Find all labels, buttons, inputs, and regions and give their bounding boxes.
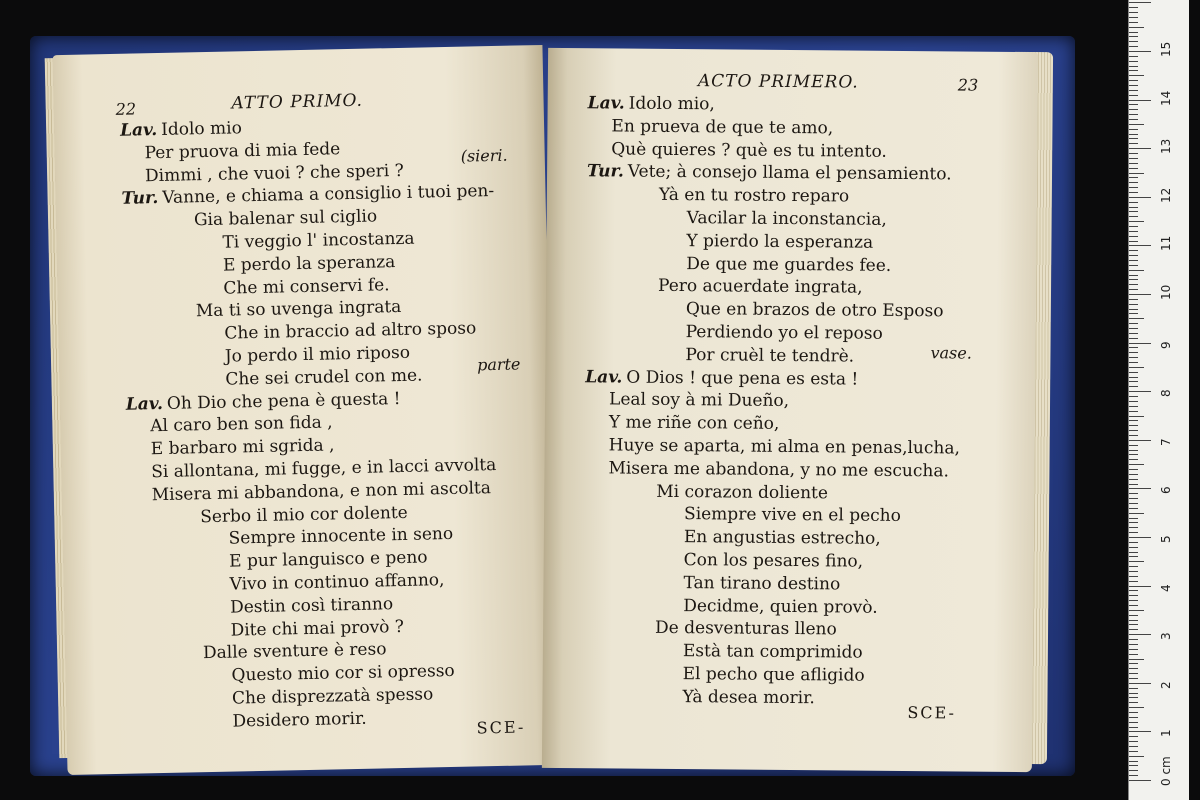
text-line <box>658 275 863 299</box>
ruler-tick <box>1129 673 1138 674</box>
ruler-number: 11 <box>1159 236 1173 252</box>
right-note-vase: vase. <box>930 343 972 363</box>
verse-text: Què quieres ? què es tu intento. <box>611 139 887 162</box>
text-line <box>232 708 367 733</box>
ruler-tick <box>1129 70 1138 71</box>
verse-text: En angustias estrecho, <box>683 527 881 549</box>
verse-text: Tan tirano destino <box>683 572 841 595</box>
ruler-tick <box>1129 85 1138 86</box>
ruler-tick <box>1129 124 1144 125</box>
ruler-tick <box>1129 396 1138 397</box>
ruler-tick <box>1129 245 1151 246</box>
ruler-tick <box>1129 513 1144 514</box>
ruler-tick <box>1129 294 1151 295</box>
ruler-tick <box>1129 629 1138 630</box>
ruler-tick <box>1129 226 1138 227</box>
verse-text: Que en brazos de otro Esposo <box>685 299 944 322</box>
ruler-tick <box>1129 46 1138 47</box>
measuring-ruler <box>1128 0 1189 800</box>
ruler-tick <box>1129 66 1138 67</box>
ruler-tick <box>1129 279 1138 280</box>
ruler-number: 8 <box>1159 389 1173 398</box>
text-line <box>196 296 402 322</box>
left-note-parte: parte <box>476 354 521 375</box>
ruler-tick <box>1129 168 1138 169</box>
ruler-tick <box>1129 693 1138 694</box>
ruler-tick <box>1129 173 1144 174</box>
ruler-tick <box>1129 571 1138 572</box>
left-running-head: ATTO PRIMO. <box>231 90 364 114</box>
ruler-tick <box>1129 260 1138 261</box>
verse-text: Desidero morir. <box>232 708 367 732</box>
ruler-tick <box>1129 333 1138 334</box>
ruler-tick <box>1129 615 1138 616</box>
ruler-tick <box>1129 556 1138 557</box>
speaker-label: Tur. <box>586 161 624 182</box>
ruler-tick <box>1129 639 1138 640</box>
ruler-tick <box>1129 454 1138 455</box>
verse-text: Gia balenar sul ciglio <box>193 206 378 231</box>
ruler-tick <box>1129 488 1151 489</box>
text-line <box>686 253 891 277</box>
ruler-tick <box>1129 435 1138 436</box>
verse-text: Misera me abandona, y no me escucha. <box>608 458 949 482</box>
verse-text: Ti veggio l' incostanza <box>222 228 415 253</box>
ruler-tick <box>1129 450 1138 451</box>
text-line <box>151 435 335 461</box>
ruler-tick <box>1129 508 1138 509</box>
ruler-tick <box>1129 187 1138 188</box>
ruler-tick <box>1129 41 1138 42</box>
text-line <box>655 617 837 641</box>
ruler-tick <box>1129 129 1138 130</box>
ruler-tick <box>1129 459 1138 460</box>
ruler-tick <box>1129 678 1138 679</box>
text-line <box>686 298 944 322</box>
ruler-tick <box>1129 712 1138 713</box>
ruler-tick <box>1129 590 1138 591</box>
ruler-tick <box>1129 236 1138 237</box>
ruler-tick <box>1129 367 1144 368</box>
ruler-tick <box>1129 430 1138 431</box>
ruler-tick <box>1129 138 1138 139</box>
ruler-tick <box>1129 683 1151 684</box>
ruler-tick <box>1129 386 1138 387</box>
ruler-number: 7 <box>1159 438 1173 446</box>
left-note-sieri: (sieri. <box>460 145 508 166</box>
ruler-tick <box>1129 343 1151 344</box>
verse-text: Pero acuerdate ingrata, <box>657 276 863 299</box>
verse-text: Perdiendo yo el reposo <box>685 322 883 344</box>
ruler-tick <box>1129 357 1138 358</box>
ruler-tick <box>1129 770 1138 771</box>
text-line <box>200 501 408 527</box>
text-line <box>194 206 378 232</box>
ruler-tick <box>1129 163 1138 164</box>
ruler-tick <box>1129 416 1144 417</box>
text-line <box>609 412 780 435</box>
ruler-tick <box>1129 372 1138 373</box>
ruler-tick <box>1129 610 1144 611</box>
ruler-tick <box>1129 313 1138 314</box>
verse-text: Leal soy à mi Dueño, <box>608 389 790 412</box>
text-line <box>120 117 242 142</box>
ruler-tick <box>1129 659 1144 660</box>
ruler-tick <box>1129 493 1138 494</box>
ruler-tick <box>1129 532 1138 533</box>
ruler-tick <box>1129 318 1144 319</box>
speaker-label: Lav. <box>587 93 625 114</box>
text-line <box>608 457 949 482</box>
text-line <box>656 480 828 503</box>
text-line <box>225 364 423 390</box>
ruler-tick <box>1129 56 1138 57</box>
ruler-number: 15 <box>1159 41 1173 57</box>
ruler-tick <box>1129 100 1151 101</box>
ruler-tick <box>1129 780 1151 781</box>
verse-text: Jo perdo il mio riposo <box>224 342 411 367</box>
verse-text: Questo mio cor si opresso <box>231 661 455 686</box>
ruler-tick <box>1129 207 1138 208</box>
ruler-tick <box>1129 377 1138 378</box>
ruler-tick <box>1129 537 1151 538</box>
text-line <box>686 230 873 254</box>
ruler-tick <box>1129 352 1138 353</box>
text-line <box>687 207 887 231</box>
text-line <box>232 683 434 709</box>
verse-text: De desventuras lleno <box>655 618 837 640</box>
ruler-tick <box>1129 634 1151 635</box>
text-line <box>150 412 333 438</box>
ruler-number: 0 cm <box>1159 756 1173 786</box>
ruler-tick <box>1129 644 1138 645</box>
text-line <box>659 184 849 208</box>
verse-text: Dite chi mai provò ? <box>230 616 405 641</box>
ruler-tick <box>1129 36 1138 37</box>
ruler-tick <box>1129 440 1151 441</box>
verse-text: Al caro ben son fida , <box>150 412 333 437</box>
ruler-tick <box>1129 522 1138 523</box>
verse-text: Misera mi abbandona, e non mi ascolta <box>151 477 492 506</box>
verse-text: Vivo in continuo affanno, <box>229 570 445 595</box>
speaker-label: Lav. <box>119 120 158 141</box>
text-line <box>684 503 901 527</box>
verse-text: Està tan comprimido <box>682 641 863 663</box>
verse-text: Si allontana, mi fugge, e in lacci avvolta <box>151 455 497 483</box>
ruler-tick <box>1129 620 1138 621</box>
ruler-number: 6 <box>1159 486 1173 495</box>
text-line <box>225 342 411 368</box>
verse-text: Oh Dio che pena è questa ! <box>166 388 401 414</box>
text-line <box>126 388 401 416</box>
verse-text: Serbo il mio cor dolente <box>200 502 408 527</box>
ruler-tick <box>1129 420 1138 421</box>
left-page <box>53 45 558 775</box>
verse-text: Vacilar la inconstancia, <box>686 208 887 230</box>
left-page-number: 22 <box>115 99 137 119</box>
ruler-tick <box>1129 299 1138 300</box>
text-line <box>230 593 393 618</box>
verse-text: Con los pesares fino, <box>683 550 864 572</box>
text-line <box>686 321 883 345</box>
right-running-head: ACTO PRIMERO. <box>697 71 859 93</box>
ruler-tick <box>1129 765 1138 766</box>
text-line <box>223 274 390 299</box>
verse-text: Che disprezzatà spesso <box>231 684 434 709</box>
ruler-tick <box>1129 153 1138 154</box>
text-line <box>683 640 863 664</box>
ruler-tick <box>1129 27 1144 28</box>
text-line <box>611 115 833 139</box>
verse-text: Dimmi , che vuoi ? che speri ? <box>144 160 404 186</box>
text-line <box>222 228 414 254</box>
ruler-tick <box>1129 464 1144 465</box>
ruler-tick <box>1129 746 1138 747</box>
speaker-label: Tur. <box>121 188 159 210</box>
ruler-tick <box>1129 741 1138 742</box>
ruler-tick <box>1129 75 1144 76</box>
ruler-number: 14 <box>1159 90 1173 106</box>
verse-text: E barbaro mi sgrida , <box>150 435 335 460</box>
ruler-tick <box>1129 80 1138 81</box>
text-line <box>611 138 887 162</box>
ruler-tick <box>1129 401 1138 402</box>
verse-text: Decidme, quien provò. <box>683 595 878 618</box>
verse-text: Yà desea morir. <box>682 686 815 709</box>
verse-text: En prueva de que te amo, <box>611 116 834 139</box>
ruler-tick <box>1129 707 1144 708</box>
ruler-tick <box>1129 717 1138 718</box>
ruler-tick <box>1129 411 1138 412</box>
ruler-tick <box>1129 216 1138 217</box>
ruler-tick <box>1129 32 1138 33</box>
ruler-tick <box>1129 148 1151 149</box>
ruler-number: 13 <box>1159 138 1173 155</box>
ruler-tick <box>1129 338 1138 339</box>
ruler-tick <box>1129 362 1138 363</box>
verse-text: Huye se aparta, mi alma en penas,lucha, <box>608 435 961 459</box>
ruler-tick <box>1129 192 1138 193</box>
ruler-tick <box>1129 391 1151 392</box>
ruler-tick <box>1129 600 1138 601</box>
ruler-tick <box>1129 202 1138 203</box>
ruler-tick <box>1129 722 1138 723</box>
ruler-tick <box>1129 241 1138 242</box>
ruler-tick <box>1129 250 1138 251</box>
ruler-tick <box>1129 595 1138 596</box>
text-line <box>684 549 864 573</box>
ruler-number: 10 <box>1159 284 1173 300</box>
verse-text: Vanne, e chiama a consiglio i tuoi pen- <box>162 181 495 209</box>
verse-text: Yà en tu rostro reparo <box>658 185 850 207</box>
ruler-tick <box>1129 649 1138 650</box>
text-line <box>585 366 858 390</box>
verse-text: Che sei crudel con me. <box>225 365 423 390</box>
ruler-tick <box>1129 654 1138 655</box>
text-line <box>229 547 428 573</box>
ruler-number: 2 <box>1159 681 1173 689</box>
verse-text: Y pierdo la esperanza <box>686 230 874 253</box>
ruler-tick <box>1129 688 1138 689</box>
ruler-tick <box>1129 727 1138 728</box>
speaker-label: Lav. <box>125 393 164 415</box>
text-line <box>223 251 396 277</box>
ruler-tick <box>1129 736 1138 737</box>
ruler-number: 5 <box>1159 535 1173 543</box>
verse-text: Siempre vive en el pecho <box>683 504 901 527</box>
ruler-tick <box>1129 265 1138 266</box>
verse-text: E perdo la speranza <box>222 251 396 276</box>
ruler-tick <box>1129 275 1138 276</box>
verse-text: De que me guardes fee. <box>686 253 892 276</box>
ruler-tick <box>1129 182 1138 183</box>
ruler-tick <box>1129 134 1138 135</box>
ruler-tick <box>1129 197 1151 198</box>
ruler-number: 3 <box>1159 632 1173 641</box>
ruler-tick <box>1129 270 1144 271</box>
ruler-tick <box>1129 22 1138 23</box>
ruler-tick <box>1129 177 1138 178</box>
verse-text: Idolo mio, <box>628 93 715 115</box>
ruler-tick <box>1129 61 1138 62</box>
ruler-tick <box>1129 756 1144 757</box>
ruler-tick <box>1129 309 1138 310</box>
verse-text: Dalle sventure è reso <box>202 639 387 664</box>
text-line <box>683 595 878 619</box>
text-line <box>683 663 865 687</box>
ruler-tick <box>1129 289 1138 290</box>
ruler-tick <box>1129 474 1138 475</box>
verse-text: Che mi conservi fe. <box>223 274 390 299</box>
ruler-tick <box>1129 425 1138 426</box>
ruler-number: 1 <box>1159 729 1173 738</box>
ruler-tick <box>1129 406 1138 407</box>
ruler-tick <box>1129 576 1138 577</box>
ruler-tick <box>1129 328 1138 329</box>
ruler-tick <box>1129 221 1144 222</box>
ruler-tick <box>1129 7 1138 8</box>
ruler-tick <box>1129 114 1138 115</box>
verse-text: Mi corazon doliente <box>656 481 829 503</box>
text-line <box>588 92 715 115</box>
ruler-tick <box>1129 2 1151 3</box>
ruler-tick <box>1129 381 1138 382</box>
ruler-tick <box>1129 775 1138 776</box>
ruler-tick <box>1129 527 1138 528</box>
ruler-tick <box>1129 702 1138 703</box>
ruler-tick <box>1129 211 1138 212</box>
speaker-label: Lav. <box>585 366 623 388</box>
ruler-tick <box>1129 697 1138 698</box>
ruler-tick <box>1129 304 1138 305</box>
ruler-tick <box>1129 518 1138 519</box>
text-line <box>144 138 340 164</box>
ruler-tick <box>1129 90 1138 91</box>
text-line <box>224 318 476 345</box>
verse-text: El pecho que afligido <box>682 664 865 686</box>
ruler-tick <box>1129 17 1138 18</box>
verse-text: Vete; à consejo llama el pensamiento. <box>627 161 952 185</box>
ruler-tick <box>1129 581 1138 582</box>
ruler-tick <box>1129 624 1138 625</box>
ruler-tick <box>1129 484 1138 485</box>
text-line <box>203 639 387 665</box>
ruler-tick <box>1129 119 1138 120</box>
verse-text: Che in braccio ad altro sposo <box>224 318 477 344</box>
verse-text: Y me riñe con ceño, <box>608 412 780 435</box>
ruler-tick <box>1129 12 1138 13</box>
text-line <box>683 572 840 595</box>
text-line <box>684 526 881 550</box>
ruler-tick <box>1129 547 1138 548</box>
verse-text: Ma ti so uvenga ingrata <box>195 297 402 322</box>
ruler-tick <box>1129 143 1138 144</box>
ruler-number: 9 <box>1159 340 1173 349</box>
text-line <box>609 434 960 459</box>
ruler-tick <box>1129 605 1138 606</box>
ruler-tick <box>1129 731 1151 732</box>
text-line <box>685 344 854 367</box>
text-line <box>230 616 404 642</box>
ruler-tick <box>1129 347 1138 348</box>
ruler-tick <box>1129 561 1144 562</box>
ruler-number: 4 <box>1159 583 1173 592</box>
ruler-tick <box>1129 445 1138 446</box>
ruler-tick <box>1129 479 1138 480</box>
verse-text: Por cruèl te tendrè. <box>685 344 855 367</box>
ruler-tick <box>1129 158 1138 159</box>
right-catchword: SCE- <box>907 703 957 723</box>
text-line <box>229 569 444 595</box>
verse-text: Sempre innocente in seno <box>228 524 454 550</box>
ruler-tick <box>1129 323 1138 324</box>
ruler-tick <box>1129 503 1138 504</box>
verse-text: E pur languisco e peno <box>228 547 428 572</box>
ruler-tick <box>1129 663 1138 664</box>
ruler-tick <box>1129 109 1138 110</box>
ruler-tick <box>1129 255 1138 256</box>
ruler-tick <box>1129 566 1138 567</box>
ruler-tick <box>1129 586 1151 587</box>
ruler-tick <box>1129 231 1138 232</box>
verse-text: Destin così tiranno <box>229 593 394 618</box>
ruler-tick <box>1129 751 1138 752</box>
ruler-tick <box>1129 552 1138 553</box>
text-line <box>609 389 789 413</box>
ruler-tick <box>1129 469 1138 470</box>
ruler-tick <box>1129 542 1138 543</box>
ruler-tick <box>1129 104 1138 105</box>
text-line <box>682 686 814 709</box>
ruler-tick <box>1129 498 1138 499</box>
verse-text: O Dios ! que pena es esta ! <box>626 367 859 390</box>
right-page <box>542 48 1038 772</box>
ruler-tick <box>1129 668 1138 669</box>
verse-text: Per pruova di mia fede <box>144 139 341 164</box>
left-catchword: SCE- <box>476 717 526 738</box>
text-line <box>587 161 952 186</box>
right-page-number: 23 <box>957 75 979 95</box>
ruler-tick <box>1129 284 1138 285</box>
ruler-tick <box>1129 95 1138 96</box>
ruler-number: 12 <box>1159 187 1173 203</box>
ruler-tick <box>1129 51 1151 52</box>
ruler-tick <box>1129 761 1138 762</box>
verse-text: Idolo mio <box>160 118 243 140</box>
